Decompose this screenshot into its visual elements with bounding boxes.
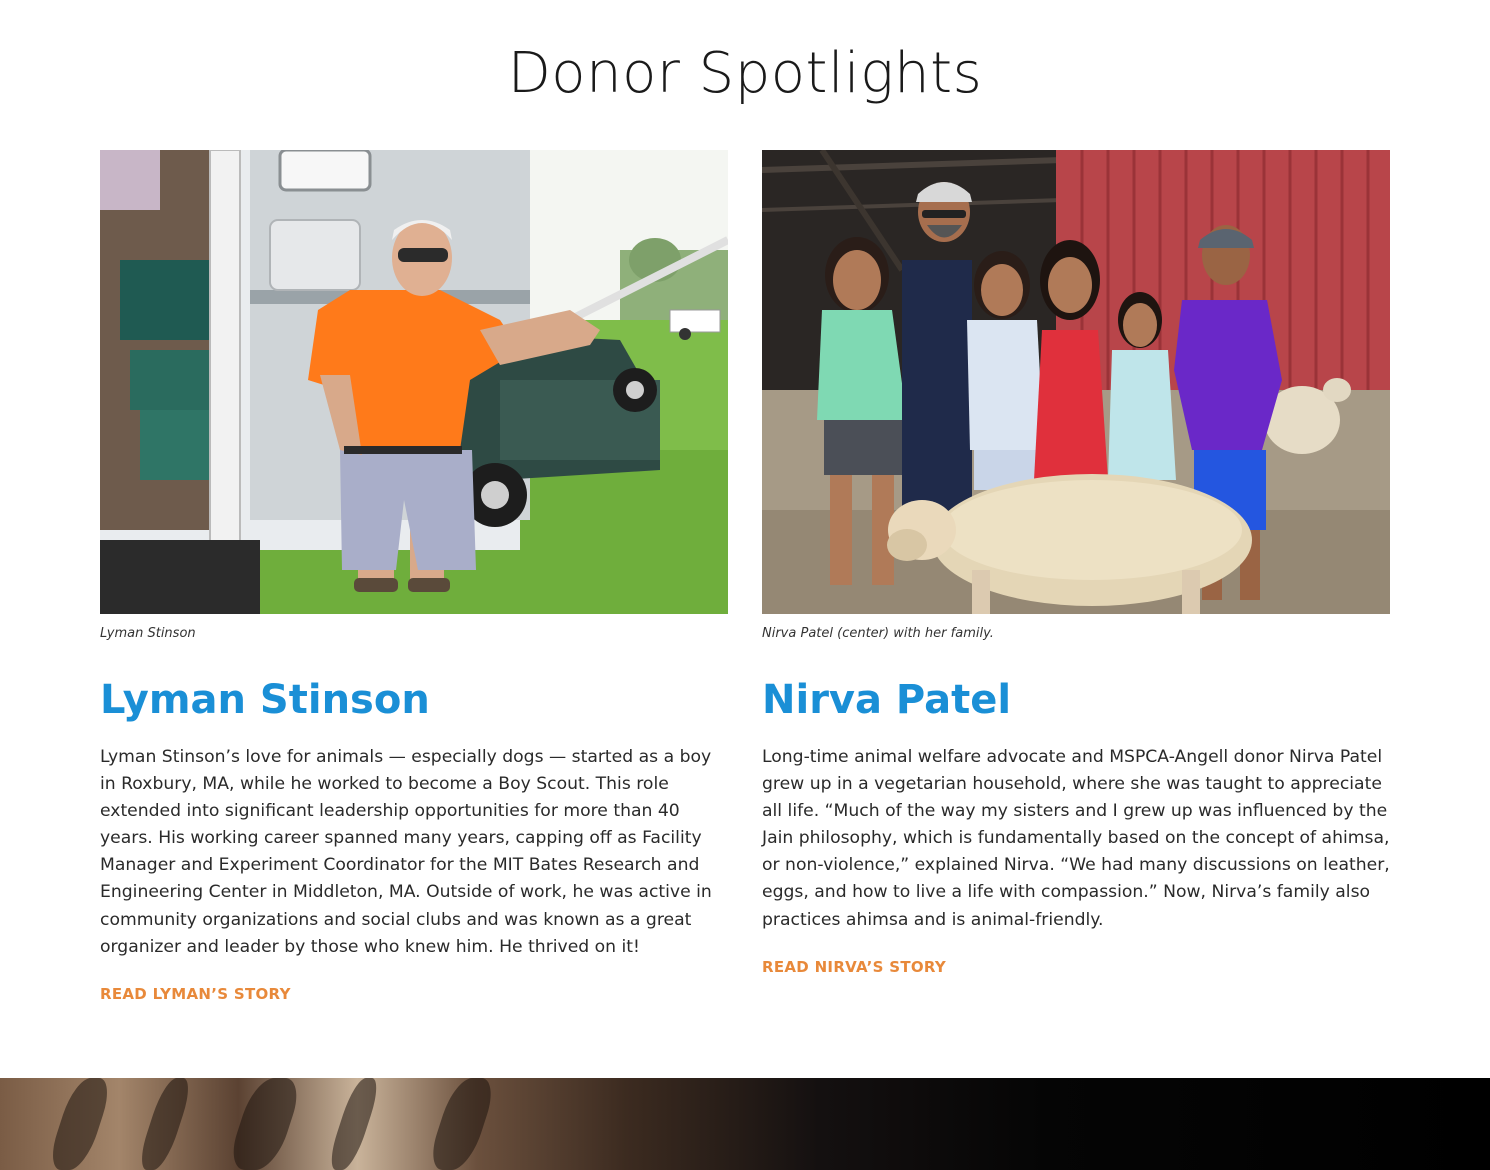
nirva-family-photo: [762, 150, 1390, 614]
photo-caption: Lyman Stinson: [100, 626, 196, 641]
read-lyman-story-link[interactable]: READ LYMAN’S STORY: [100, 984, 291, 1003]
donor-name: Lyman Stinson: [100, 677, 430, 723]
donor-name: Nirva Patel: [762, 677, 1012, 723]
donor-card-lyman: [100, 150, 728, 1004]
donor-card-nirva: [762, 150, 1390, 977]
donor-bio: Lyman Stinson’s love for animals — especially dogs — started as a boy in Roxbury, MA, while he worked to become a Boy Scout. This role extended into significant leadership opportunities for more than 40 years. His working career spanned many years, capping off as Facility Manager and Experiment Coordinator for the MIT Bates Research and Engineering Center in Middleton, MA. Outside of work, he was active in community organizations and social clubs and was known as a great organizer and leader by those who knew him. He thrived on it!: [100, 747, 712, 957]
lyman-photo: [100, 150, 728, 614]
bottom-banner-image: [0, 1078, 1490, 1170]
donor-bio: Long-time animal welfare advocate and MSPCA-Angell donor Nirva Patel grew up in a vegetarian household, where she was taught to appreciate all life. “Much of the way my sisters and I grew up was influenced by the Jain philosophy, which is fundamentally based on the concept of ahimsa, or non-violence,” explained Nirva. “We had many discussions on leather, eggs, and how to live a life with compassion.” Now, Nirva’s family also practices ahimsa and is animal-friendly.: [762, 747, 1390, 930]
page-title: Donor Spotlights: [507, 41, 983, 106]
photo-caption: Nirva Patel (center) with her family.: [762, 626, 994, 641]
read-nirva-story-link[interactable]: READ NIRVA’S STORY: [762, 957, 947, 976]
